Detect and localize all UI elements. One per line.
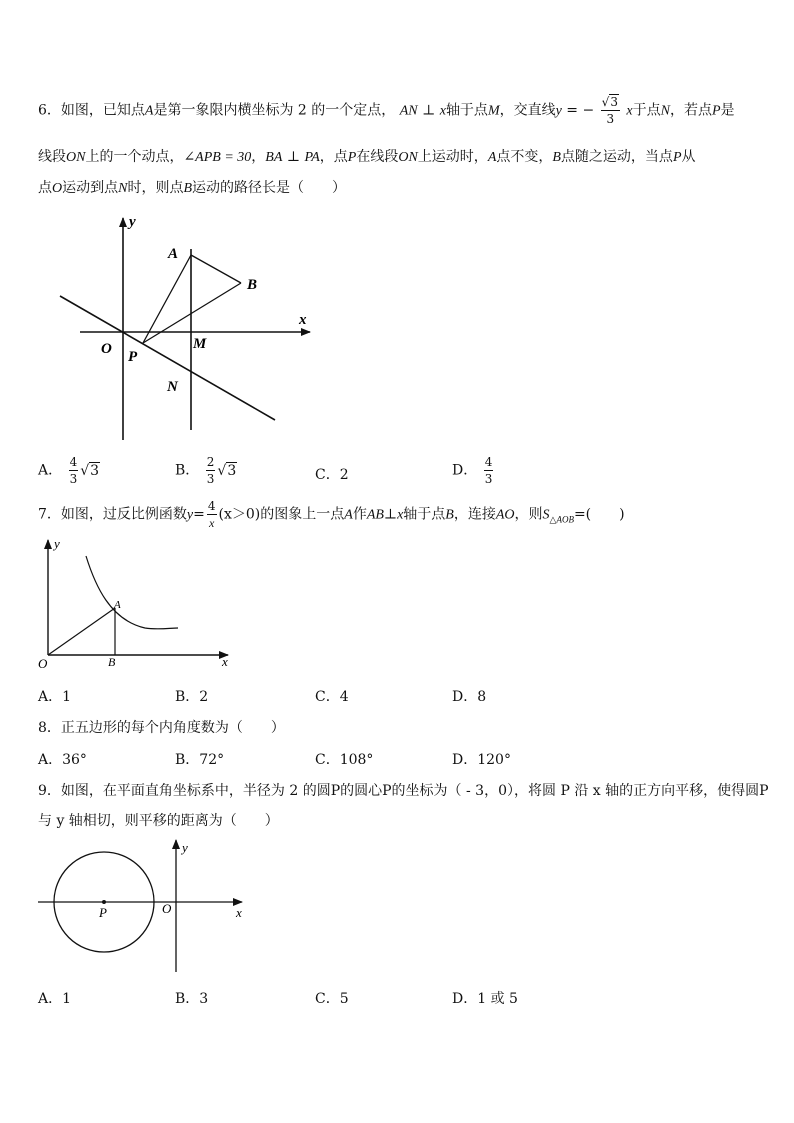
q6-stem-line-1: 6．如图，已知点A是第一象限内横坐标为 2 的一个定点， AN ⊥ x轴于点M，交直线y = − $\frac{√3}{3}$ x于点N，若点P是 [38, 95, 735, 126]
segment-AB [191, 255, 241, 283]
q8-option-d[interactable]: D．120° [452, 752, 511, 768]
q6-stem-line-3: 点O运动到点N时，则点B运动的路径长是（ ） [38, 180, 347, 196]
q7-option-d[interactable]: D．8 [452, 689, 487, 705]
q7-option-c[interactable]: C．4 [315, 689, 349, 705]
q8-option-c[interactable]: C．108° [315, 752, 374, 768]
q9-figure [36, 836, 248, 976]
label-O: O [38, 656, 48, 670]
center-point-P [102, 900, 106, 904]
q9-stem-line-1: 9．如图，在平面直角坐标系中，半径为 2 的圆P的圆心P的坐标为（ - 3，0），将圆 P 沿 x 轴的正方向平移，使得圆P [38, 783, 769, 799]
label-N: N [167, 379, 178, 395]
label-O: O [101, 341, 112, 357]
q9-stem-line-2: 与 y 轴相切，则平移的距离为（ ） [38, 813, 279, 829]
q8-stem: 8．正五边形的每个内角度数为（ ） [38, 720, 285, 736]
line-y-neg-sqrt3-over-3-x [60, 296, 275, 420]
q9-option-d[interactable]: D．1 或 5 [452, 991, 518, 1007]
label-A: A [114, 599, 121, 611]
label-x: x [299, 312, 307, 328]
q6-stem-line-2: 线段ON上的一个动点，∠APB = 30，BA ⊥ PA，点P在线段ON上运动时，A点不变，B点随之运动，当点P从 [38, 149, 696, 165]
q7-function-fraction: $\frac{4}{x}$ [207, 499, 216, 530]
label-B: B [108, 655, 116, 669]
q9-option-c[interactable]: C．5 [315, 991, 349, 1007]
segment-PB [143, 283, 241, 343]
q7-option-b[interactable]: B．2 [175, 689, 209, 705]
q9-option-b[interactable]: B．3 [175, 991, 209, 1007]
label-y: y [54, 536, 60, 551]
segment-PA [143, 255, 191, 343]
q6-line-slope-fraction: $\frac{√3}{3}$ [601, 95, 618, 126]
label-x: x [222, 654, 228, 669]
label-x: x [236, 905, 242, 920]
label-y: y [129, 214, 136, 230]
label-P: P [99, 905, 107, 920]
q6-option-b[interactable]: B． $\frac{2}{3}$ √3 [175, 455, 237, 486]
q6-option-d[interactable]: D． $\frac{4}{3}$ [452, 455, 493, 486]
label-M: M [193, 336, 207, 352]
q8-option-a[interactable]: A．36° [38, 752, 87, 768]
q6-option-c[interactable]: C．2 [315, 467, 349, 483]
label-P: P [128, 349, 138, 365]
q9-option-a[interactable]: A．1 [38, 991, 72, 1007]
label-y: y [182, 840, 188, 855]
q7-figure [34, 535, 234, 670]
q7-option-a[interactable]: A．1 [38, 689, 72, 705]
segment-OA [48, 608, 115, 655]
q6-option-a[interactable]: A． $\frac{4}{3}$ √3 [38, 455, 100, 486]
q7-stem: 7．如图，过反比例函数y= $\frac{4}{x}$ (x＞0)的图象上一点A作AB⊥x轴于点B，连接AO，则$S_{\triangle AOB}=$( ) [38, 499, 625, 530]
label-O: O [162, 901, 172, 916]
label-A: A [168, 246, 179, 262]
q6-figure [55, 210, 325, 445]
q8-option-b[interactable]: B．72° [175, 752, 225, 768]
label-B: B [247, 277, 258, 293]
